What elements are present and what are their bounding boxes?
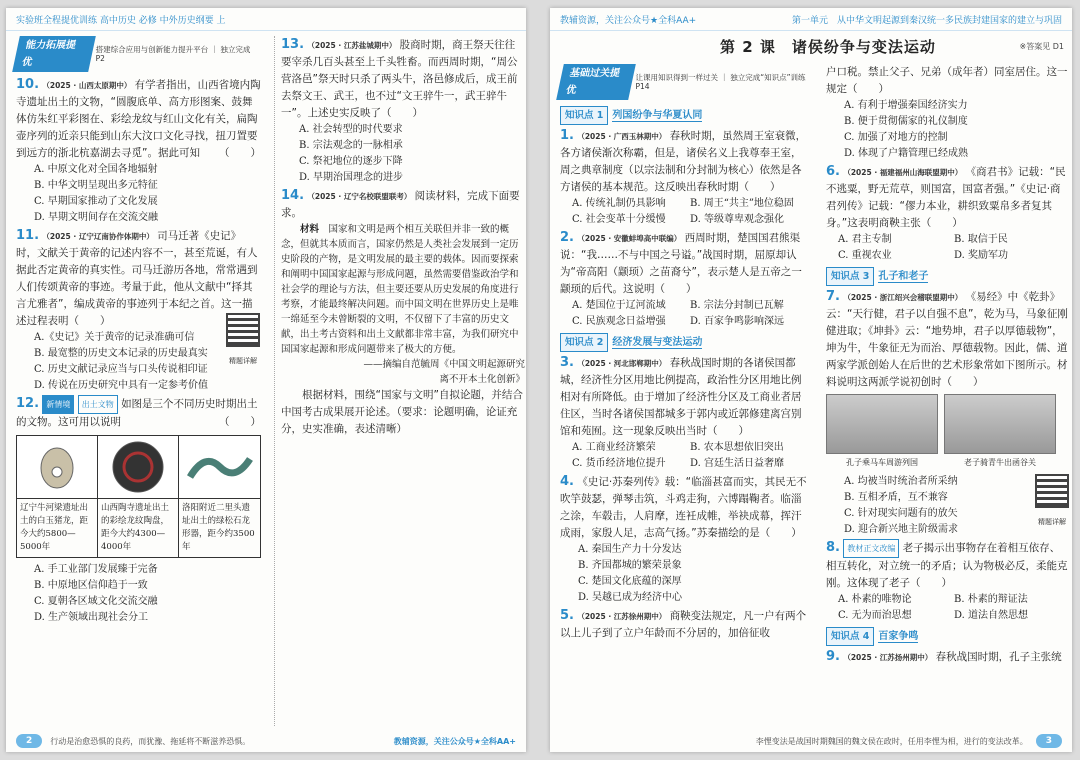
question-13	[281, 36, 525, 186]
option-c: C. 早期国家推动了文化发展	[34, 196, 158, 207]
context-tag: 新情境	[42, 395, 74, 414]
material-text	[281, 222, 525, 357]
options	[560, 440, 808, 472]
question-source: （2025 · 福建福州山海联盟期中）	[843, 168, 963, 177]
option-a: A. 有利于增强秦国经济实力	[844, 100, 968, 111]
artifact-caption: 山西陶寺遗址出土的彩绘龙纹陶盘，距今大约4300—4000年	[101, 503, 170, 552]
option-d: D. 体现了户籍管理已经成熟	[844, 148, 969, 159]
question-number: 9.	[826, 649, 840, 664]
question-stem: 《商君书》记载：“民不逃粟，野无荒草，则国富，国富者强。”《史记·商君列传》记载：“僇力本业，耕织致粟帛多者复其身。”这表明商鞅主张（ ）	[826, 166, 1066, 229]
page-number: 3	[1036, 734, 1062, 748]
right-footer	[550, 730, 1072, 752]
left-footer	[6, 730, 526, 752]
question-number: 5.	[560, 608, 574, 623]
artifact-table	[16, 435, 261, 558]
right-column-2	[820, 64, 1070, 726]
qr-code-icon	[226, 313, 260, 347]
topic-tag: 出土文物	[78, 395, 118, 414]
left-page	[6, 8, 526, 752]
question-number: 13.	[281, 37, 305, 52]
carriage-image	[826, 394, 938, 454]
option-d: D. 等级尊卑观念强化	[690, 214, 785, 225]
option-d: D. 早期治国理念的进步	[299, 172, 404, 183]
question-source: （2025 · 广西玉林期中）	[577, 132, 667, 141]
options	[560, 196, 808, 228]
option-a: A. 工商业经济繁荣	[572, 442, 656, 453]
option-c: C. 针对现实问题有的放矢	[844, 508, 958, 519]
question-5-continued	[826, 64, 1070, 162]
qr-label: 精题详解	[229, 357, 257, 365]
option-a: A.《史记》关于黄帝的记录准确可信	[34, 332, 195, 343]
footer-promo: 教辅资源，关注公众号★全科AA+	[393, 736, 516, 746]
option-d: D. 迎合新兴地主阶级需求	[844, 524, 959, 535]
question-number: 1.	[560, 128, 574, 143]
kp-title: 经济发展与变法运动	[612, 337, 703, 348]
option-b: B. 取信于民	[954, 234, 1008, 245]
option-b: B. 齐国都城的繁荣景象	[578, 560, 682, 571]
lesson-title-row	[550, 31, 1072, 61]
dragon-plate-image	[98, 436, 178, 499]
question-5	[560, 607, 808, 642]
material-body: 国家和文明是两个相互关联但并非一致的概念，但就其本质而言，国家仍然是人类社会发展到一定历史阶段的产物，是文明发展的最主要的载体。因而要探索和阐明中国国家起源与形成问题，虽然需要借鉴政治学和社会学的理论与方法，但主要还要从历史发展的角度进行考察，才能最终解决问题。而中国文明在世界历史上是唯一绵延至今未曾断裂的文明，不仅留下了丰富的历史文献，出土考古资料和出土文献都非常丰富，为我们研究中国国家起源和形成问题带来了极大的方便。	[281, 224, 519, 355]
option-b: B. 中华文明呈现出多元特征	[34, 180, 158, 191]
option-b: B. 朴素的辩证法	[954, 594, 1028, 605]
jade-pig-dragon-image	[17, 436, 97, 499]
option-d: D. 百家争鸣影响深远	[690, 316, 785, 327]
qr-label: 精题详解	[1038, 518, 1066, 526]
option-c: C. 祭祀地位的逐步下降	[299, 156, 403, 167]
question-stem: 老子揭示出事物存在着相互依存、相互转化，对立统一的矛盾；认为物极必反，柔能克刚。这体现了老子（ ）	[826, 542, 1068, 589]
illustrations	[826, 394, 1070, 471]
question-2	[560, 229, 808, 330]
kp-label: 知识点 1	[560, 106, 608, 125]
right-header	[550, 8, 1072, 31]
option-b: B. 中原地区信仰趋于一致	[34, 580, 148, 591]
option-c: C. 加强了对地方的控制	[844, 132, 948, 143]
question-source: （2025 · 江苏扬州期中）	[843, 653, 933, 662]
qr-code[interactable]	[225, 313, 261, 370]
citation-line-2: 离不开本土化创新》	[439, 374, 525, 385]
question-number: 6.	[826, 164, 840, 179]
option-c: C. 夏朝各区域文化交流交融	[34, 596, 158, 607]
option-a: A. 传统礼制仍具影响	[572, 198, 666, 209]
left-column-2	[274, 36, 525, 726]
question-number: 14.	[281, 188, 305, 203]
options	[560, 298, 808, 330]
question-number: 3.	[560, 355, 574, 370]
option-b: B. 最宽整的历史文本记录的历史最真实	[34, 348, 208, 359]
question-source: （2025 · 辽宁名校联盟联考）	[307, 192, 412, 201]
options	[826, 232, 1070, 264]
question-10	[16, 76, 261, 226]
banner-tag: 能力拓展提优	[12, 36, 95, 72]
left-header-title: 实验班全程提优训练 高中历史 必修 中外历史纲要 上	[16, 15, 226, 26]
artifact-1	[17, 436, 98, 557]
option-a: A. 朴素的唯物论	[838, 594, 912, 605]
option-d: D. 道法自然思想	[954, 610, 1029, 621]
option-a: A. 秦国生产力十分发达	[578, 544, 682, 555]
qr-code-icon	[1035, 474, 1069, 508]
footer-quote: 行动是治愈恐惧的良药，而犹豫、拖延将不断滋养恐惧。	[50, 736, 251, 746]
question-source: （2025 · 河北邯郸期中）	[577, 359, 667, 368]
turquoise-dragon-image	[179, 436, 260, 499]
answer-blank: （ ）	[219, 416, 261, 428]
kp-label: 知识点 2	[560, 333, 608, 352]
option-c: C. 货币经济地位提升	[572, 458, 666, 469]
question-source: （2025 · 山西太原期中）	[42, 81, 132, 90]
page-number: 2	[16, 734, 42, 748]
banner-sub: 让课用知识得到一样过关 ｜ 独立完成“知识点”训练 P14	[635, 73, 806, 91]
ability-banner	[16, 36, 261, 72]
question-7	[826, 288, 1070, 538]
option-a: A. 均被当时统治者所采纳	[844, 476, 958, 487]
option-a: A. 社会转型的时代要求	[299, 124, 403, 135]
option-d: D. 早期文明间存在交流交融	[34, 212, 159, 223]
task-text: 根据材料，围绕“国家与文明”自拟论题，并结合中国考古成果展开论述。（要求：论题明确，论证充分，史实准确，表述清晰）	[281, 389, 523, 435]
question-stem: 西周时期，楚国国君熊渠说：“我……不与中国之号谥。”战国时期，屈原却认为“帝高阳（颛顼）之苗裔兮”，表示楚人是五帝之一颛顼的后代。这说明（ ）	[560, 232, 802, 295]
left-column-1	[16, 36, 261, 726]
option-b: B. 农本思想依旧突出	[690, 442, 784, 453]
header-promo: 教辅资源，关注公众号★全科AA+	[560, 15, 697, 26]
question-number: 10.	[16, 77, 40, 92]
question-stem: 股商时期，商王祭天往往要宰杀几百头甚至上千头牲畜。而西周时期，“周公营洛邑”祭天时只杀了两头牛，洛邑修成后，成王前去祭文王、武王，也不过“文王骍牛一，武王骍牛一”。上述史实反映了（ ）	[281, 39, 518, 119]
question-stem: 《史记·苏秦列传》载：“临淄甚富而实，其民无不吹竽鼓瑟，弹琴击筑，斗鸡走狗，六博蹋鞠者。临淄之涂，车毂击，人肩摩，连衽成帷，举袂成幕，挥汗成雨，家殷人足，志高气扬。”苏秦描绘的是（ ）	[560, 476, 807, 539]
question-source: （2025 · 安徽蚌埠高中联编）	[577, 234, 682, 243]
artifact-caption: 洛阳附近二里头遗址出土的绿松石龙形器，距今约3500年	[182, 503, 255, 552]
question-8	[826, 539, 1070, 624]
question-14	[281, 187, 525, 438]
confucius-carriage-picture	[826, 394, 938, 471]
option-d: D. 生产领域出现社会分工	[34, 612, 149, 623]
artifact-3	[179, 436, 260, 557]
question-source: （2025 · 江苏盐城期中）	[307, 41, 397, 50]
kp-title: 百家争鸣	[878, 631, 919, 642]
option-d: D. 奖励军功	[954, 250, 1009, 261]
laozi-ox-picture	[944, 394, 1056, 471]
basic-banner	[560, 64, 808, 100]
kp-label: 知识点 4	[826, 627, 874, 646]
question-1	[560, 127, 808, 228]
question-source: （2025 · 浙江绍兴会稽联盟期中）	[843, 293, 963, 302]
question-stem: 春秋时期，虽然周王室衰微，各方诸侯渐次称霸，但是，诸侯名义上我尊奉王室，周之典章制度（以宗法制和分封制为核心）依然是各方诸侯的基本规范。这反映出春秋时期（ ）	[560, 130, 807, 193]
question-stem: 户口税。禁止父子、兄弟（成年者）同室居住。这一规定（ ）	[826, 66, 1068, 95]
option-b: B. 互相矛盾，互不兼容	[844, 492, 948, 503]
question-stem: 《易经》中《乾卦》云：“天行健，君子以自强不息”，乾为马，马象征刚健进取；《坤卦》云：“地势坤，君子以厚德载物”，坤为牛，牛象征无为而治、厚德载物。因此，儒、道两家学派创始人在后世的艺术形象常如下图所示。材料说明这两派学说初创时（ ）	[826, 291, 1068, 388]
question-source: （2025 · 江苏徐州期中）	[577, 612, 667, 621]
question-11	[16, 227, 261, 394]
option-b: B. 宗法分封制已瓦解	[690, 300, 784, 311]
qr-code[interactable]	[1034, 474, 1070, 531]
option-b: B. 宗法观念的一脉相承	[299, 140, 403, 151]
artifact-2	[98, 436, 179, 557]
kp-title: 孔子和老子	[878, 271, 929, 282]
ox-image	[944, 394, 1056, 454]
question-4	[560, 473, 808, 606]
question-stem: 有学者指出，山西省境内陶寺遗址出土的文物，“圆腹底单、高方形图案、鼓舞体仿朱红平彩图在、彩绘龙纹与红山文化有关，扁陶壶序列的近亲只能到山东大汶口文化寻找，扭刀置要到远方的浙北杭嘉湖去寻觅”。据此可知	[16, 79, 261, 159]
kp-label: 知识点 3	[826, 267, 874, 286]
citation-line-1: ——摘编自范毓周《中国文明起源研究	[363, 359, 525, 370]
option-a: A. 中原文化对全国各地辐射	[34, 164, 158, 175]
option-c: C. 无为而治思想	[838, 610, 912, 621]
knowledge-point-4	[826, 625, 1070, 648]
answer-reference: ※答案见 D1	[1019, 41, 1064, 51]
option-a: A. 手工业部门发展臻于完备	[34, 564, 158, 575]
picture-caption: 孔子乘马车周游列国	[846, 458, 918, 467]
question-number: 4.	[560, 474, 574, 489]
option-a: A. 楚国位于辽河流域	[572, 300, 666, 311]
option-b: B. 便于贯彻儒家的礼仪制度	[844, 116, 968, 127]
question-3	[560, 354, 808, 472]
material-label: 材料	[300, 224, 320, 235]
question-9	[826, 648, 1070, 666]
lesson-title: 第 2 课 诸侯纷争与变法运动	[720, 37, 936, 56]
option-b: B. 周王“共主”地位稳固	[690, 198, 794, 209]
question-6	[826, 163, 1070, 264]
banner-sub: 搭建综合应用与创新能力提升平台 ｜ 独立完成 P2	[95, 45, 251, 63]
option-c: C. 社会变革十分缓慢	[572, 214, 666, 225]
knowledge-point-1	[560, 104, 808, 127]
kp-title: 列国纷争与华夏认同	[612, 110, 703, 121]
question-stem: 春秋战国时期的各诸侯国都城，经济性分区用地比例提高，政治性分区用地比例相对有所降低。由于增加了经济性分区及工商业者居住区，当时各诸侯国都城多于郭内或近郭修建离宫别馆和苑囿。这一现象反映出当时（ ）	[560, 357, 802, 437]
question-stem: 春秋战国时期，孔子主张统	[935, 651, 1062, 663]
option-c: C. 民族观念日益增强	[572, 316, 666, 327]
question-stem: 商鞅变法规定，凡一户有两个以上儿子到了立户年龄而不分居的，加倍征收	[560, 610, 807, 639]
unit-title: 第一单元 从中华文明起源到秦汉统一多民族封建国家的建立与巩固	[791, 15, 1062, 26]
question-stem: 司马迁著《史记》时，文献关于黄帝的记述内容不一，甚至荒诞，有人据此否定黄帝的真实性。司马迁游历各地，常常遇到人们传颂黄帝的事迹。考量于此，他从文献中“择其言尤雅者”，编成黄帝的事迹列于本纪之首。这一描述过程表明（ ）	[16, 230, 258, 327]
question-number: 8.	[826, 540, 840, 555]
question-stem: 如图是三个不同历史时期出土的文物。这可用以说明	[16, 398, 258, 428]
question-number: 7.	[826, 289, 840, 304]
question-number: 2.	[560, 230, 574, 245]
option-d: D. 传说在历史研究中具有一定参考价值	[34, 380, 209, 391]
footer-note: 李悝变法是战国时期魏国的魏文侯在政时，任用李悝为相，进行的变法改革。	[755, 736, 1028, 746]
option-d: D. 吴越已成为经济中心	[578, 592, 683, 603]
artifact-caption: 辽宁牛河梁遗址出土的白玉猪龙，距今大约5800—5000年	[20, 503, 89, 552]
question-source: （2025 · 辽宁辽南协作体期中）	[42, 232, 154, 241]
option-a: A. 君主专制	[838, 234, 892, 245]
answer-blank: （ ）	[219, 147, 261, 159]
option-c: C. 历史文献记录应当与口头传说相印证	[34, 364, 208, 375]
right-column-1	[560, 64, 808, 726]
banner-tag: 基础过关提优	[556, 64, 635, 100]
knowledge-point-3	[826, 265, 1070, 288]
option-d: D. 宫廷生活日益奢靡	[690, 458, 785, 469]
option-c: C. 楚国文化底蕴的深厚	[578, 576, 682, 587]
question-stem: 阅读材料，完成下面要求。	[281, 190, 520, 219]
question-number: 12.	[16, 396, 40, 411]
option-c: C. 重视农业	[838, 250, 892, 261]
question-number: 11.	[16, 228, 40, 243]
knowledge-point-2	[560, 331, 808, 354]
options	[826, 592, 1070, 624]
picture-caption: 老子骑青牛出函谷关	[964, 458, 1036, 467]
left-header	[6, 8, 526, 31]
question-12	[16, 395, 261, 626]
right-page	[550, 8, 1072, 752]
topic-tag: 教材正文改编	[843, 539, 899, 558]
